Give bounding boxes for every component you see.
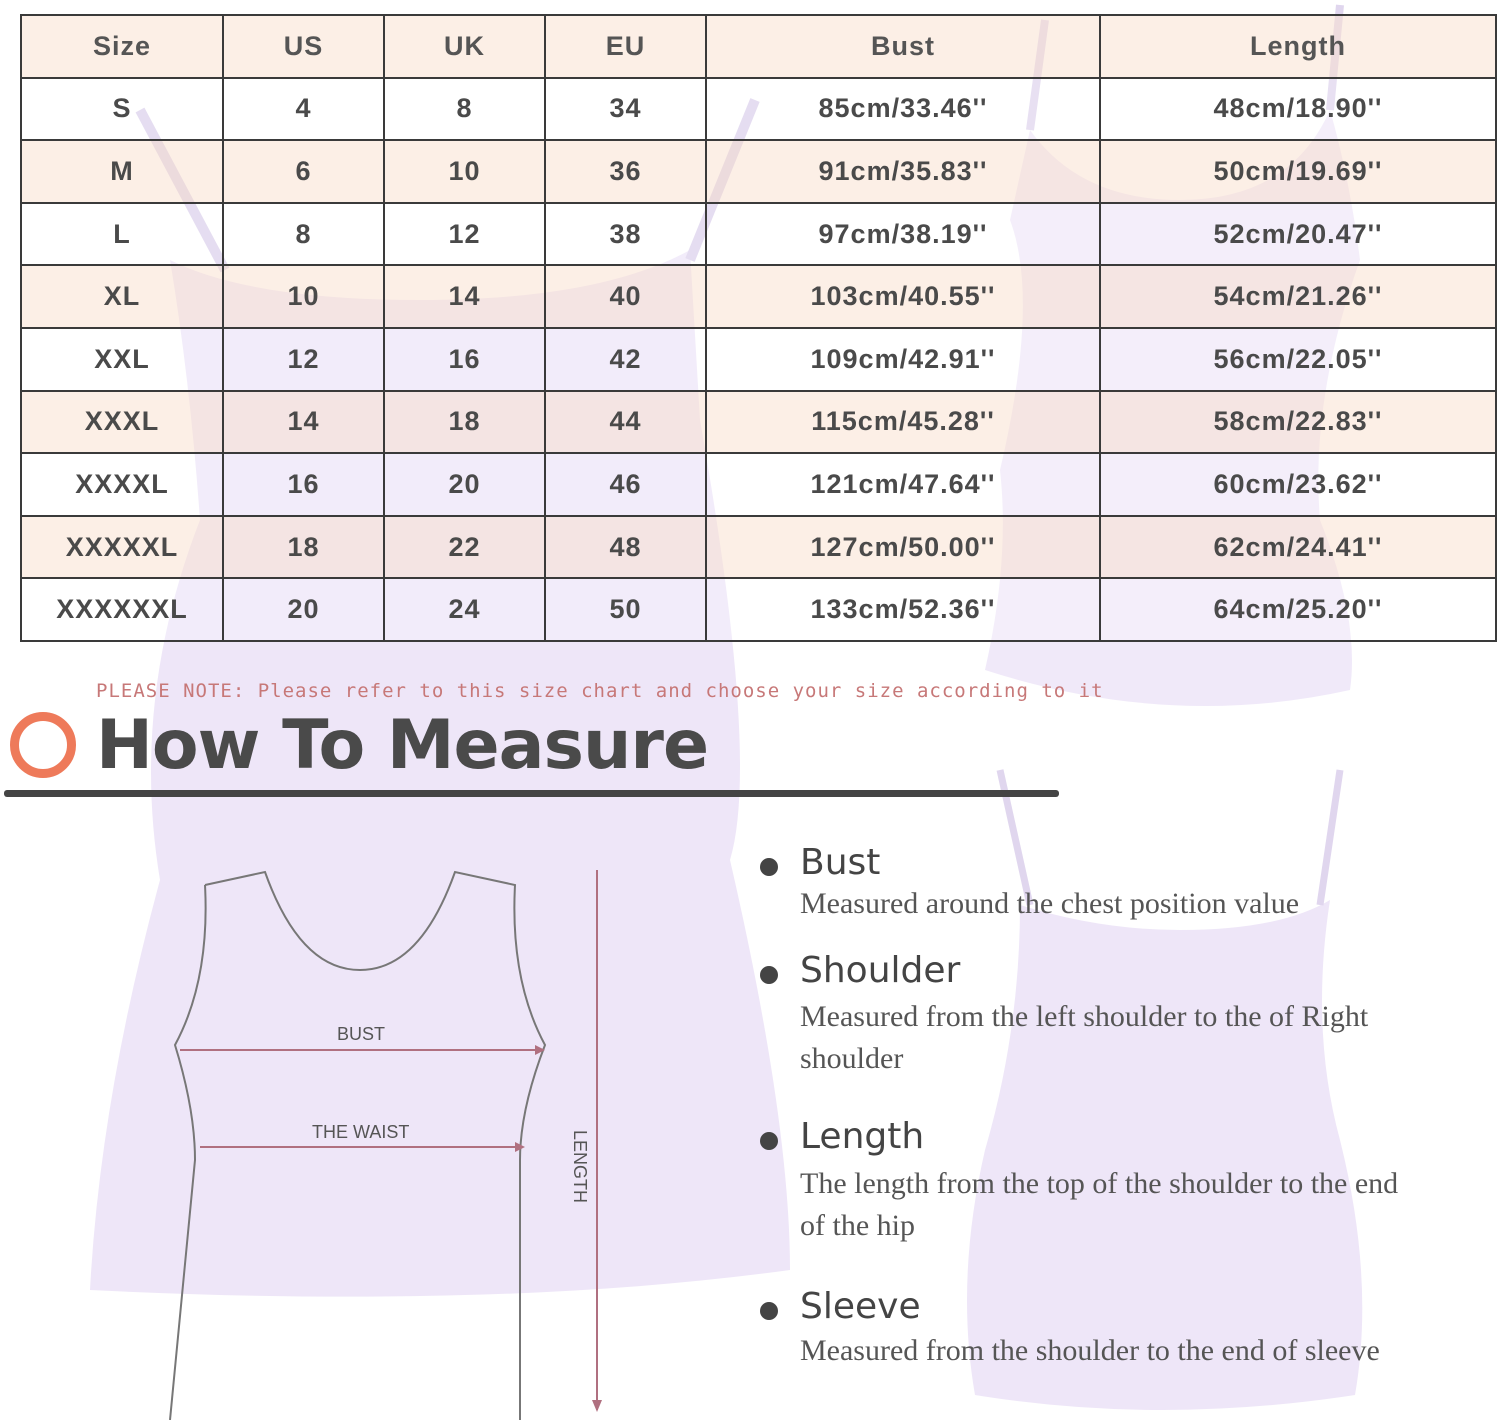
cell-us: 4 [223, 78, 384, 141]
cell-length: 58cm/22.83'' [1100, 391, 1496, 454]
cell-bust: 97cm/38.19'' [706, 203, 1100, 266]
sleeve-bullet-icon [760, 1302, 778, 1320]
cell-eu: 34 [545, 78, 706, 141]
table-row [21, 203, 1496, 266]
table-row [21, 516, 1496, 579]
cell-size: XXXXL [21, 453, 223, 516]
table-row [21, 578, 1496, 641]
cell-size: XL [21, 265, 223, 328]
cell-us: 14 [223, 391, 384, 454]
cell-us: 18 [223, 516, 384, 579]
how-to-measure-title: How To Measure [96, 706, 709, 785]
cell-us: 12 [223, 328, 384, 391]
length-description: The length from the top of the shoulder to the end of the hip [800, 1167, 1399, 1242]
cell-length: 48cm/18.90'' [1100, 78, 1496, 141]
cell-size: M [21, 140, 223, 203]
header-bust: Bust [706, 15, 1100, 78]
shoulder-bullet-icon [760, 966, 778, 984]
cell-length: 62cm/24.41'' [1100, 516, 1496, 579]
cell-us: 6 [223, 140, 384, 203]
cell-bust: 109cm/42.91'' [706, 328, 1100, 391]
table-row [21, 391, 1496, 454]
cell-eu: 42 [545, 328, 706, 391]
cell-bust: 115cm/45.28'' [706, 391, 1100, 454]
cell-eu: 44 [545, 391, 706, 454]
cell-bust: 121cm/47.64'' [706, 453, 1100, 516]
cell-us: 8 [223, 203, 384, 266]
table-row [21, 140, 1496, 203]
cell-bust: 91cm/35.83'' [706, 140, 1100, 203]
cell-uk: 24 [384, 578, 545, 641]
cell-eu: 36 [545, 140, 706, 203]
cell-size: XXXL [21, 391, 223, 454]
circle-bullet-icon [10, 712, 76, 778]
cell-us: 16 [223, 453, 384, 516]
shoulder-description: Measured from the left shoulder to the of Right shoulder [800, 1000, 1369, 1075]
header-length: Length [1100, 15, 1496, 78]
header-uk: UK [384, 15, 545, 78]
cell-uk: 16 [384, 328, 545, 391]
table-row [21, 453, 1496, 516]
length-title: Length [800, 1116, 925, 1157]
cell-length: 54cm/21.26'' [1100, 265, 1496, 328]
table-header-row [21, 15, 1496, 78]
cell-eu: 48 [545, 516, 706, 579]
bust-title: Bust [800, 842, 881, 883]
table-row [21, 265, 1496, 328]
header-size: Size [21, 15, 223, 78]
cell-length: 64cm/25.20'' [1100, 578, 1496, 641]
cell-bust: 127cm/50.00'' [706, 516, 1100, 579]
cell-uk: 18 [384, 391, 545, 454]
header-us: US [223, 15, 384, 78]
cell-length: 52cm/20.47'' [1100, 203, 1496, 266]
cell-uk: 20 [384, 453, 545, 516]
cell-uk: 12 [384, 203, 545, 266]
length-bullet-icon [760, 1132, 778, 1150]
cell-bust: 103cm/40.55'' [706, 265, 1100, 328]
shoulder-title: Shoulder [800, 950, 961, 991]
title-divider [4, 790, 1059, 797]
cell-size: XXXXXXL [21, 578, 223, 641]
bust-description: Measured around the chest position value [800, 887, 1300, 920]
cell-eu: 40 [545, 265, 706, 328]
cell-us: 20 [223, 578, 384, 641]
bust-bullet-icon [760, 858, 778, 876]
size-chart-table [20, 14, 1497, 642]
cell-length: 56cm/22.05'' [1100, 328, 1496, 391]
cell-uk: 14 [384, 265, 545, 328]
table-row [21, 328, 1496, 391]
cell-length: 60cm/23.62'' [1100, 453, 1496, 516]
cell-size: L [21, 203, 223, 266]
cell-eu: 46 [545, 453, 706, 516]
cell-eu: 50 [545, 578, 706, 641]
cell-eu: 38 [545, 203, 706, 266]
cell-uk: 22 [384, 516, 545, 579]
cell-bust: 85cm/33.46'' [706, 78, 1100, 141]
table-row [21, 78, 1496, 141]
sleeve-description: Measured from the shoulder to the end of sleeve [800, 1334, 1380, 1367]
cell-size: S [21, 78, 223, 141]
cell-size: XXL [21, 328, 223, 391]
cell-bust: 133cm/52.36'' [706, 578, 1100, 641]
cell-uk: 10 [384, 140, 545, 203]
cell-size: XXXXXL [21, 516, 223, 579]
waist-label: THE WAIST [312, 1122, 410, 1142]
cell-uk: 8 [384, 78, 545, 141]
bust-label: BUST [337, 1024, 386, 1044]
cell-us: 10 [223, 265, 384, 328]
size-chart-note: PLEASE NOTE: Please refer to this size chart and choose your size according to it [96, 680, 1104, 702]
header-eu: EU [545, 15, 706, 78]
sleeve-title: Sleeve [800, 1286, 921, 1327]
cell-length: 50cm/19.69'' [1100, 140, 1496, 203]
length-label: LENGTH [570, 1130, 590, 1204]
